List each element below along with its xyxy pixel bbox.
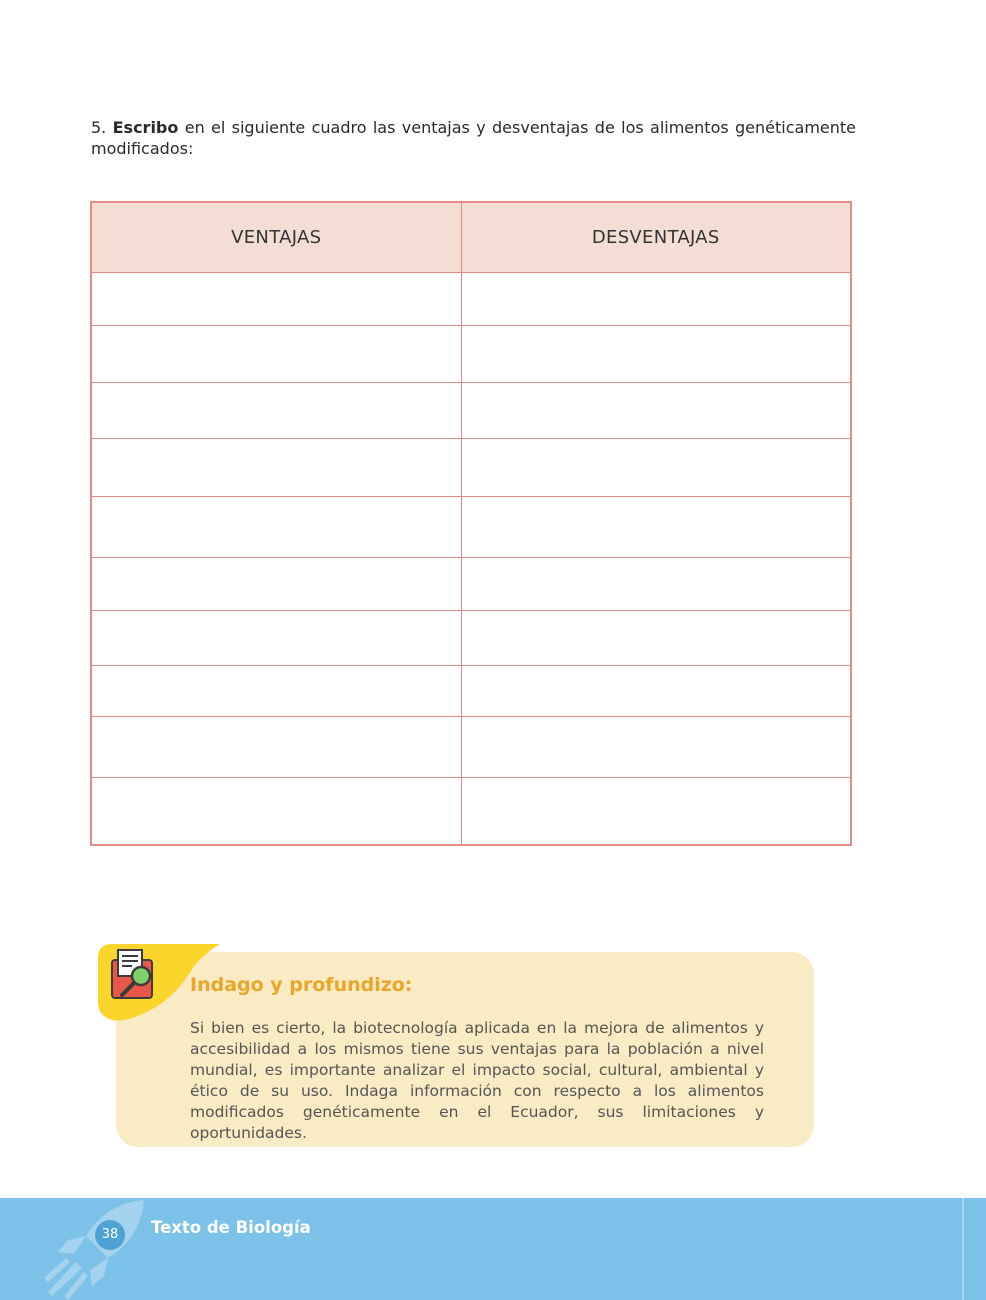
ventaja-cell[interactable] [91, 272, 461, 325]
callout-body: Si bien es cierto, la biotecnología aplicada en la mejora de alimentos y accesibilidad a los mismos tiene sus ventajas para la población a nivel mundial, es importante analizar el impacto social, cultural, ambiental y ético de su uso. Indaga información con respecto a los alimentos modificados genéticamente en el Ecuador, sus limitaciones y oportunidades. [190, 1019, 764, 1142]
table-row [91, 272, 851, 325]
table-row [91, 610, 851, 665]
desventaja-cell[interactable] [461, 610, 851, 665]
ventaja-cell[interactable] [91, 382, 461, 438]
ventaja-cell[interactable] [91, 496, 461, 557]
ventaja-cell[interactable] [91, 610, 461, 665]
column-header-desventajas: DESVENTAJAS [461, 202, 851, 272]
table-row [91, 777, 851, 845]
table-row [91, 438, 851, 496]
table-row [91, 382, 851, 438]
book-title: Texto de Biología [151, 1218, 311, 1237]
table-row [91, 716, 851, 777]
exercise-verb: Escribo [112, 118, 179, 137]
ventaja-cell[interactable] [91, 325, 461, 382]
desventaja-cell[interactable] [461, 777, 851, 845]
table-row [91, 557, 851, 610]
desventaja-cell[interactable] [461, 325, 851, 382]
ventaja-cell[interactable] [91, 716, 461, 777]
desventaja-cell[interactable] [461, 716, 851, 777]
desventaja-cell[interactable] [461, 438, 851, 496]
advantages-table [90, 201, 850, 846]
page-number: 38 [95, 1220, 125, 1250]
table-row [91, 665, 851, 716]
table-row [91, 325, 851, 382]
desventaja-cell[interactable] [461, 272, 851, 325]
ventaja-cell[interactable] [91, 665, 461, 716]
table-row [91, 496, 851, 557]
callout-title: Indago y profundizo: [190, 974, 413, 996]
exercise-number: 5. [91, 118, 107, 137]
exercise-instruction [91, 117, 856, 159]
column-header-ventajas: VENTAJAS [91, 202, 461, 272]
desventaja-cell[interactable] [461, 665, 851, 716]
desventaja-cell[interactable] [461, 382, 851, 438]
ventaja-cell[interactable] [91, 777, 461, 845]
desventaja-cell[interactable] [461, 557, 851, 610]
document-magnifier-icon [108, 948, 158, 1002]
exercise-text: en el siguiente cuadro las ventajas y desventajas de los alimentos genéticamente modificados: [91, 118, 857, 158]
desventaja-cell[interactable] [461, 496, 851, 557]
ventaja-cell[interactable] [91, 557, 461, 610]
table-header-row [91, 202, 851, 272]
rocket-icon [40, 1196, 160, 1300]
footer-edge-line [962, 1198, 964, 1300]
ventaja-cell[interactable] [91, 438, 461, 496]
